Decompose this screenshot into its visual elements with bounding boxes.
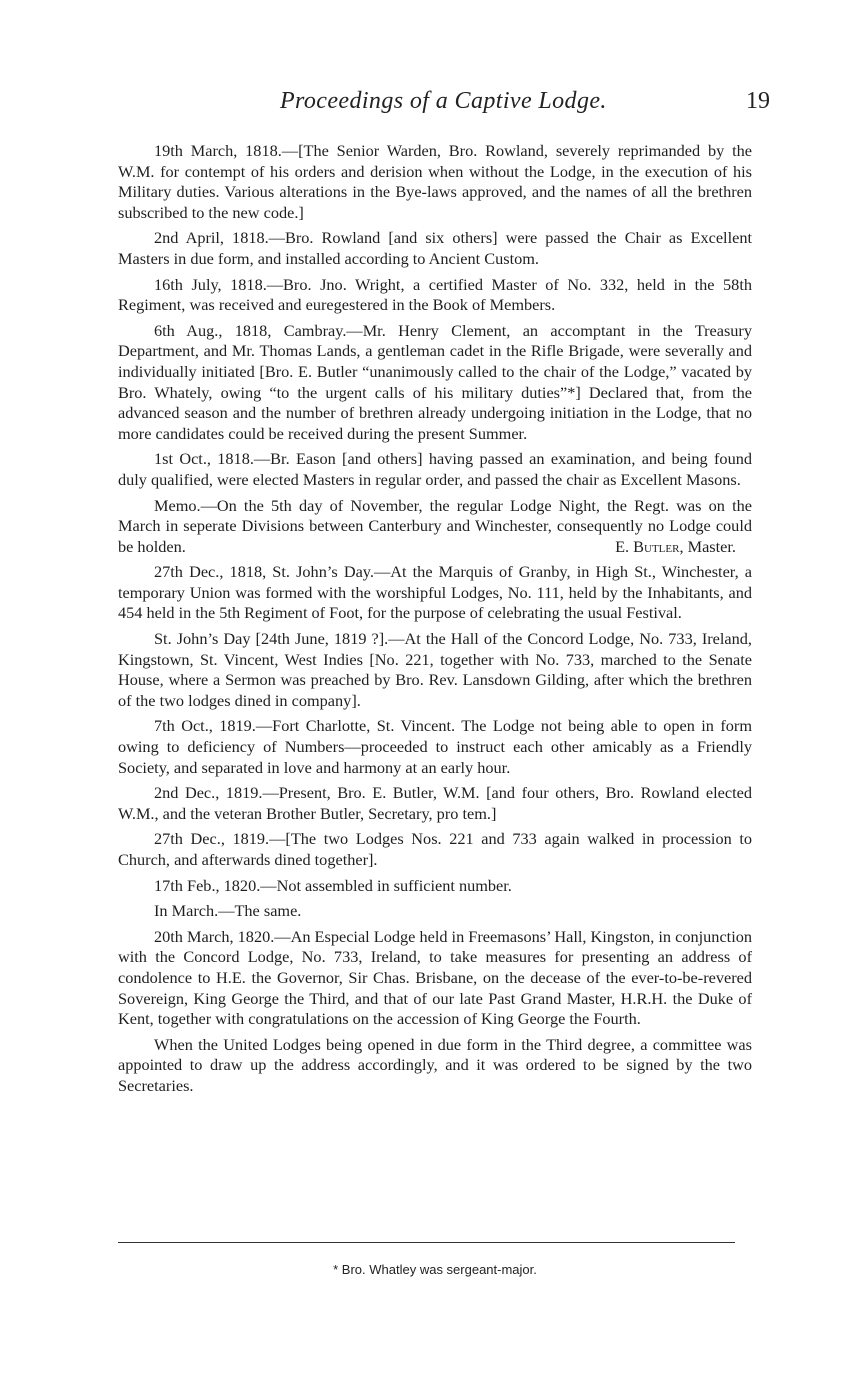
footnote: * Bro. Whatley was sergeant-major. bbox=[333, 1262, 537, 1277]
entry-16-july-1818: 16th July, 1818.—Bro. Jno. Wright, a certified Master of No. 332, held in the 58th Regiment, was received and euregestered in the Book of Members. bbox=[118, 274, 752, 315]
memo-signature-initial: E. bbox=[615, 536, 630, 556]
memo-text: Memo.—On the 5th day of November, the regular Lodge Night, the Regt. was on the March in seperate Divisions between Canterbury and Winchester, consequently no Lodge could be holden. bbox=[118, 495, 752, 556]
entry-27-dec-1819: 27th Dec., 1819.—[The two Lodges Nos. 221 and 733 again walked in procession to Church, and afterwards dined together]. bbox=[118, 829, 752, 869]
entry-27-dec-1818: 27th Dec., 1818, St. John’s Day.—At the Marquis of Granby, in High St., Winchester, a temporary Union was formed with the worshipful Lodges, No. 111, held by the Inhabitants, and 454 held in the 5th Regiment of Foot, for the purpose of celebrating the usual Festival. bbox=[118, 562, 752, 623]
entry-march-1820: In March.—The same. bbox=[154, 901, 302, 921]
entry-united-lodges: When the United Lodges being opened in due form in the Third degree, a committee was appointed to draw up the address accordingly, and it was ordered to be signed by the two Secretaries. bbox=[118, 1034, 752, 1095]
entry-19-march-1818: 19th March, 1818.—[The Senior Warden, Bro. Rowland, severely reprimanded by the W.M. for contempt of his orders and derision when without the Lodge, in the execution of his Military duties. Various alterations in the Bye-laws approved, and the names of all the brethren subscribed to the new code.] bbox=[118, 141, 752, 222]
entry-1-oct-1818: 1st Oct., 1818.—Br. Eason [and others] having passed an examination, and being found duly qualified, were elected Masters in regular order, and passed the chair as Excellent Masons. bbox=[118, 449, 752, 489]
entry-20-march-1820: 20th March, 1820.—An Especial Lodge held in Freemasons’ Hall, Kingston, in conjunction with the Concord Lodge, No. 733, Ireland, to take measures for presenting an address of condolence to H.E. the Governor, Sir Chas. Brisbane, on the decease of the ever-to-be-revered Sovereign, King George the Third, and that of our late Past Grand Master, H.R.H. the Duke of Kent, together with congratulations on the accession of King George the Fourth. bbox=[118, 926, 752, 1029]
body-text bbox=[118, 141, 752, 1102]
footnote-rule bbox=[118, 1242, 735, 1243]
entry-6-aug-1818: 6th Aug., 1818, Cambray.—Mr. Henry Clement, an accomptant in the Treasury Department, and Mr. Thomas Lands, a gentleman cadet in the Rifle Brigade, were severally and individually initiated [Bro. E. Butler “unanimously called to the chair of the Lodge,” vacated by Bro. Whately, owing “to the urgent calls of his military duties”*] Declared that, from the advanced season and the number of brethren already undergoing initiation in the Lodge, that no more candidates could be received during the present Summer. bbox=[118, 320, 752, 443]
memo-signature-name: Butler bbox=[633, 536, 680, 556]
running-title: Proceedings of a Captive Lodge. bbox=[280, 88, 607, 114]
memo-signature bbox=[579, 537, 736, 558]
entry-st-johns-day-1819: St. John’s Day [24th June, 1819 ?].—At the Hall of the Concord Lodge, No. 733, Ireland, Kingstown, St. Vincent, West Indies [No. 221, together with No. 733, marched to the Senate House, where a Sermon was preached by Bro. Rev. Lansdown Gilding, after which the brethren of the two lodges dined in company]. bbox=[118, 629, 752, 710]
entry-7-oct-1819: 7th Oct., 1819.—Fort Charlotte, St. Vincent. The Lodge not being able to open in form owing to deficiency of Numbers—proceeded to instruct each other amicably as a Friendly Society, and separated in love and harmony at an early hour. bbox=[118, 716, 752, 777]
page-number: 19 bbox=[746, 88, 770, 114]
running-head bbox=[120, 88, 770, 118]
memo-signature-title: , Master. bbox=[679, 536, 736, 556]
entry-17-feb-1820: 17th Feb., 1820.—Not assembled in sufficient number. bbox=[154, 875, 512, 895]
entry-2-april-1818: 2nd April, 1818.—Bro. Rowland [and six others] were passed the Chair as Excellent Masters in due form, and installed according to Ancient Custom. bbox=[118, 228, 752, 268]
entry-2-dec-1819: 2nd Dec., 1819.—Present, Bro. E. Butler, W.M. [and four others, Bro. Rowland elected W.M., and the veteran Brother Butler, Secretary, pro tem.] bbox=[118, 783, 752, 823]
memo-entry bbox=[118, 496, 752, 558]
